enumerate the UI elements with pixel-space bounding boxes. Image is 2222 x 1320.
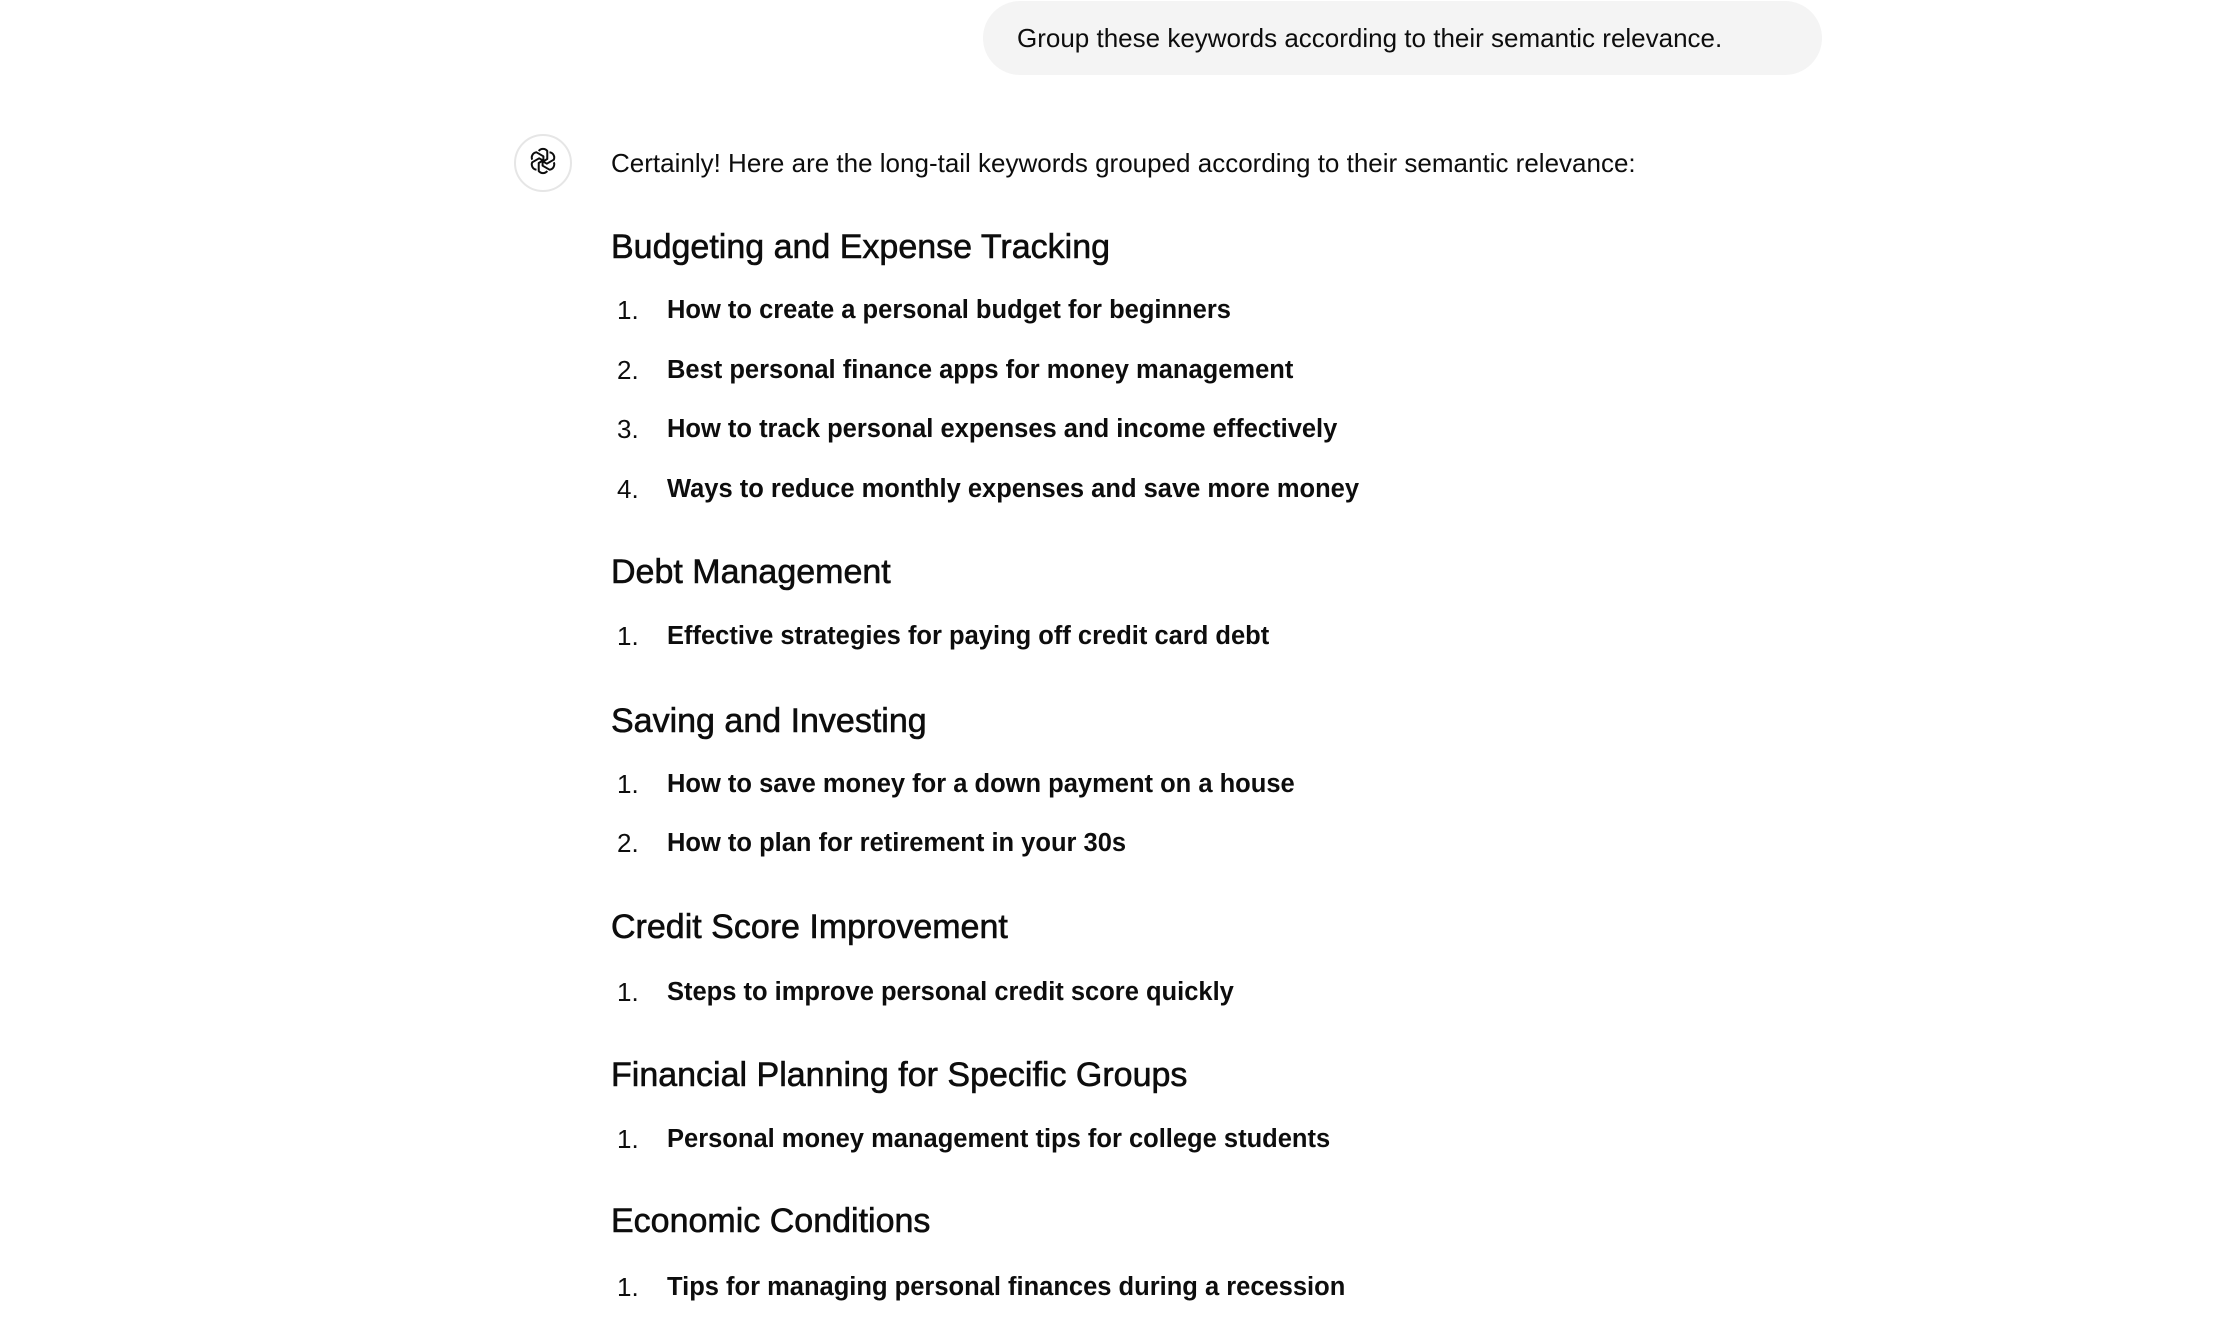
user-message-text: Group these keywords according to their semantic relevance. (1017, 22, 1723, 53)
section-heading: Debt Management (611, 553, 891, 591)
keyword-text: Effective strategies for paying off credit card debt (667, 621, 1270, 650)
list-number: 1. (617, 1271, 639, 1302)
keyword-text: How to plan for retirement in your 30s (667, 828, 1127, 857)
user-message-bubble (983, 1, 1822, 75)
list-number: 3. (617, 413, 639, 444)
section-heading: Budgeting and Expense Tracking (611, 228, 1111, 266)
keyword-text: How to track personal expenses and income effectively (667, 414, 1338, 443)
keyword-text: How to create a personal budget for beginners (667, 295, 1231, 324)
list-item (611, 825, 1126, 861)
keyword-text: Tips for managing personal finances during a recession (667, 1272, 1346, 1301)
list-number: 1. (617, 768, 639, 799)
list-item (611, 974, 1234, 1010)
list-number: 1. (617, 976, 639, 1007)
keyword-text: Best personal finance apps for money management (667, 355, 1294, 384)
list-item (611, 618, 1269, 654)
list-number: 1. (617, 1123, 639, 1154)
list-number: 1. (617, 620, 639, 651)
list-item (611, 352, 1293, 388)
section-heading: Credit Score Improvement (611, 908, 1008, 946)
list-item (611, 411, 1337, 447)
list-number: 4. (617, 473, 639, 504)
section-heading: Economic Conditions (611, 1202, 931, 1240)
assistant-intro-text: Certainly! Here are the long-tail keywords grouped according to their semantic relevance: (611, 148, 1636, 178)
keyword-text: Personal money management tips for college students (667, 1124, 1331, 1153)
list-number: 1. (617, 294, 639, 325)
section-heading: Saving and Investing (611, 702, 927, 740)
assistant-avatar (514, 134, 572, 192)
list-number: 2. (617, 827, 639, 858)
list-number: 2. (617, 354, 639, 385)
openai-logo-icon (527, 145, 559, 182)
list-item (611, 1269, 1345, 1305)
list-item (611, 766, 1295, 802)
keyword-text: Ways to reduce monthly expenses and save more money (667, 474, 1360, 503)
keyword-text: How to save money for a down payment on a house (667, 769, 1295, 798)
list-item (611, 292, 1231, 328)
keyword-text: Steps to improve personal credit score quickly (667, 977, 1234, 1006)
list-item (611, 471, 1359, 507)
section-heading: Financial Planning for Specific Groups (611, 1056, 1188, 1094)
list-item (611, 1121, 1330, 1157)
